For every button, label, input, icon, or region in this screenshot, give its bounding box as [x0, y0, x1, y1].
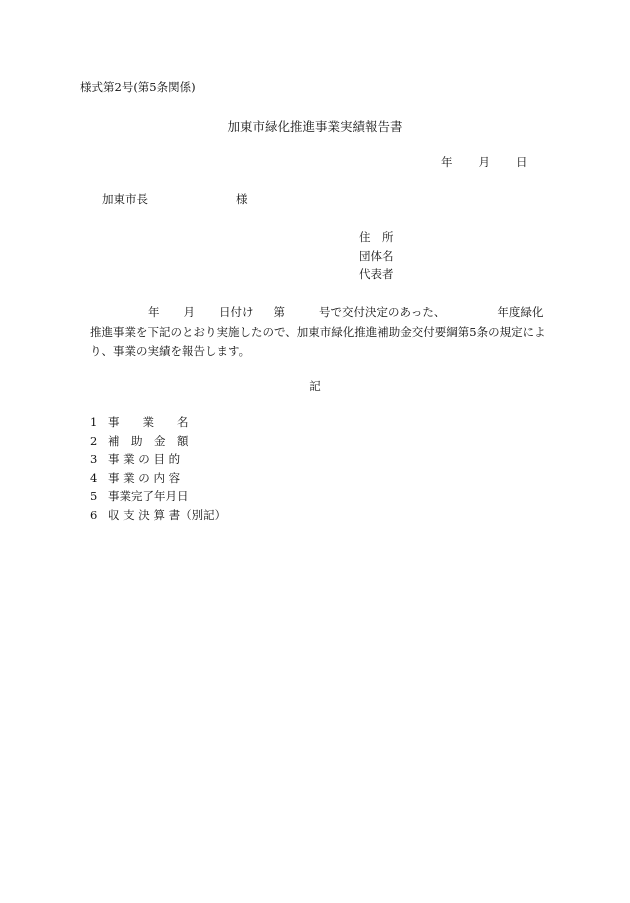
addressee — [102, 194, 248, 206]
list-item — [90, 417, 226, 436]
item-label: 事 業 の 内 容 — [108, 470, 181, 485]
item-number: 6 — [90, 507, 98, 522]
item-number: 3 — [90, 452, 98, 467]
item-number: 5 — [90, 489, 98, 504]
list-item — [90, 454, 226, 473]
addressee-honorific: 様 — [236, 192, 248, 206]
item-label: 収 支 決 算 書（別記） — [108, 507, 227, 522]
addressee-name: 加東市長 — [102, 192, 148, 206]
body-line-1 — [90, 303, 560, 323]
body-year: 年 — [148, 305, 160, 319]
applicant-block — [359, 232, 394, 288]
item-label: 事業完了年月日 — [108, 489, 189, 504]
applicant-group-label: 団体名 — [359, 248, 394, 263]
item-number: 2 — [90, 433, 98, 448]
item-label: 事 業 名 — [108, 415, 189, 429]
body-fiscal: 年度緑化 — [497, 305, 544, 319]
body-date-suffix: 日付け — [219, 305, 254, 319]
item-number: 1 — [90, 415, 98, 429]
applicant-address-label: 住 所 — [359, 230, 394, 244]
date-day: 日 — [516, 155, 528, 169]
body-dai: 第 — [273, 305, 285, 319]
item-label: 事 業 の 目 的 — [108, 452, 181, 467]
item-number: 4 — [90, 470, 98, 485]
body-text — [90, 303, 560, 362]
body-month: 月 — [183, 305, 195, 319]
item-list — [90, 417, 226, 529]
date-line — [441, 157, 528, 169]
form-number: 様式第2号(第5条関係) — [80, 80, 196, 94]
body-go: 号で交付決定のあった、 — [319, 305, 446, 319]
list-item — [90, 507, 227, 529]
body-line-2: 推進事業を下記のとおり実施したので、加東市緑化推進補助金交付要綱第5条の規定によ — [90, 324, 546, 339]
document-title: 加東市緑化推進事業実績報告書 — [227, 119, 403, 134]
date-year: 年 — [441, 155, 453, 169]
body-line-3: り、事業の実績を報告します。 — [90, 344, 251, 358]
item-label: 補 助 金 額 — [108, 433, 189, 448]
date-month: 月 — [478, 155, 490, 169]
ki-heading: 記 — [309, 379, 321, 393]
applicant-representative-label: 代表者 — [359, 267, 394, 281]
